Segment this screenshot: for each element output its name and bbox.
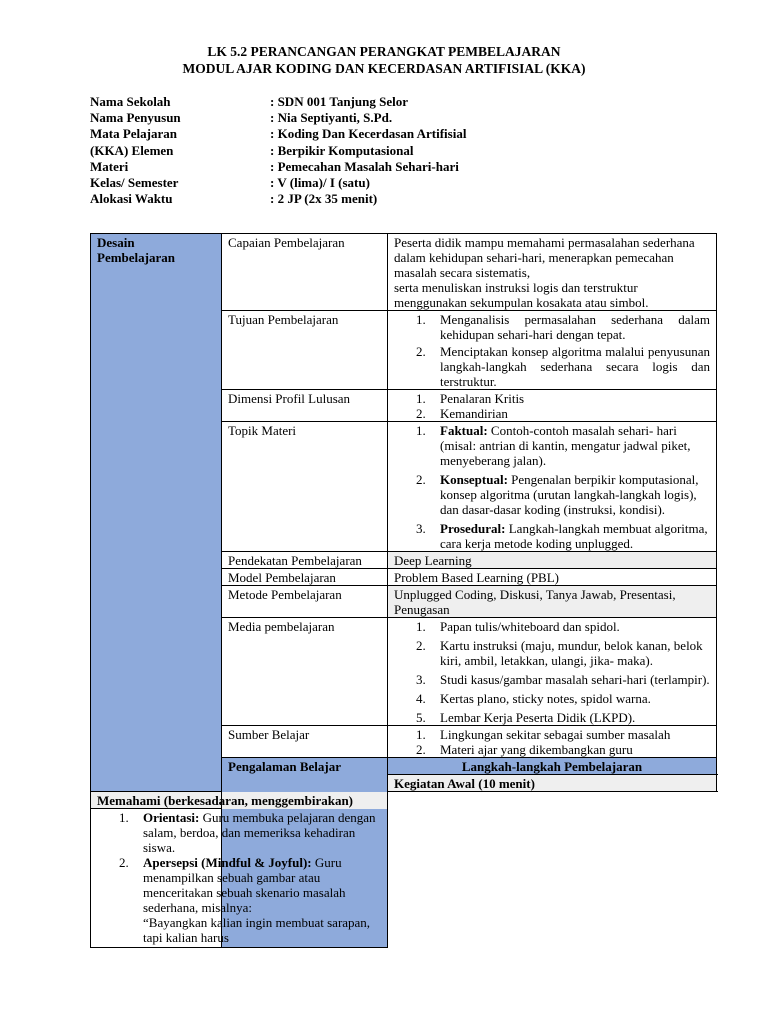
list-item: 1. Lingkungan sekitar sebagai sumber masalah [416, 727, 671, 742]
kegiatan-awal-heading: Kegiatan Awal (10 menit) [388, 775, 717, 792]
identity-label: (KKA) Elemen [90, 142, 174, 158]
capaian-cell [388, 234, 717, 311]
identity-value: : V (lima)/ I (satu) [270, 174, 370, 190]
section-pengalaman-label: Pengalaman Belajar [222, 758, 388, 948]
row-label-dimensi: Dimensi Profil Lulusan [222, 390, 388, 422]
topik-cell [388, 422, 717, 552]
document-title-line1: LK 5.2 PERANCANGAN PERANGKAT PEMBELAJARAN [207, 44, 561, 59]
identity-value: : Pemecahan Masalah Sehari-hari [270, 158, 459, 174]
list-item: 3. Studi kasus/gambar masalah sehari-hari (terlampir). [416, 672, 710, 687]
row-label-model: Model Pembelajaran [222, 569, 388, 586]
row-label-sumber: Sumber Belajar [222, 726, 388, 758]
identity-label: Materi [90, 158, 129, 174]
identity-value: : Nia Septiyanti, S.Pd. [270, 110, 393, 126]
row-label-tujuan: Tujuan Pembelajaran [222, 311, 388, 390]
sumber-cell [388, 726, 717, 758]
identity-label: Mata Pelajaran [90, 126, 178, 142]
list-item: 1. Faktual: Contoh-contoh masalah sehari- hari (misal: antrian di kantin, mengatur jadwal piket, menyeberang jalan). [416, 423, 691, 468]
capaian-text-2: serta menuliskan instruksi logis dan terstruktur menggunakan sekumpulan kosakata atau simbol. [394, 280, 649, 310]
identity-label: Alokasi Waktu [90, 191, 173, 207]
identity-value: : Berpikir Komputasional [270, 142, 414, 158]
dimensi-cell [388, 390, 717, 422]
langkah-heading: Langkah-langkah Pembelajaran [388, 758, 717, 775]
row-label-media: Media pembelajaran [222, 618, 388, 726]
list-item: 2. Menciptakan konsep algoritma malalui penyusunan langkah-langkah sederhana secara logis dan terstruktur. [416, 344, 710, 389]
row-label-pendekatan: Pendekatan Pembelajaran [222, 552, 388, 569]
row-label-topik: Topik Materi [222, 422, 388, 552]
steps-cell [91, 809, 388, 948]
list-item: 2. Materi ajar yang dikembangkan guru [416, 742, 633, 757]
lesson-plan-table [90, 233, 717, 948]
media-cell [388, 618, 717, 726]
list-item: 2. Kartu instruksi (maju, mundur, belok kanan, belok kiri, ambil, letakkan, ulangi, jika- maka). [416, 638, 703, 668]
tujuan-cell [388, 311, 717, 390]
list-item: 4. Kertas plano, sticky notes, spidol warna. [416, 691, 651, 706]
capaian-text: Peserta didik mampu memahami permasalahan sederhana dalam kehidupan sehari-hari, menerapkan pemecahan masalah secara sistematis, [394, 235, 695, 280]
section-desain-label: Desain Pembelajaran [91, 234, 222, 792]
identity-value: : Koding Dan Kecerdasan Artifisial [270, 126, 467, 142]
list-item: 1. Orientasi: Guru membuka pelajaran dengan salam, berdoa, dan memeriksa kehadiran siswa. [119, 810, 376, 855]
list-item: 1. Papan tulis/whiteboard dan spidol. [416, 619, 620, 634]
identity-value: : 2 JP (2x 35 menit) [270, 191, 378, 207]
list-item: 5. Lembar Kerja Peserta Didik (LKPD). [416, 710, 636, 725]
quote-text: “Bayangkan kalian ingin membuat sarapan, tapi kalian harus [143, 915, 371, 945]
identity-value: : SDN 001 Tanjung Selor [270, 94, 408, 109]
metode-value: Unplugged Coding, Diskusi, Tanya Jawab, Presentasi, Penugasan [388, 586, 717, 618]
model-value: Problem Based Learning (PBL) [388, 569, 717, 586]
document-title-line2: MODUL AJAR KODING DAN KECERDASAN ARTIFISIAL (KKA) [182, 61, 586, 76]
list-item: 2. Kemandirian [416, 406, 508, 421]
list-item: 1. Menganalisis permasalahan sederhana dalam kehidupan sehari-hari dengan tepat. [416, 312, 710, 342]
list-item: 2. Apersepsi (Mindful & Joyful): Guru menampilkan sebuah gambar atau menceritakan sebuah skenario masalah sederhana, misalnya: “Bayangkan kalian ingin membuat sarapan, tapi kalian harus [119, 855, 371, 945]
identity-label: Kelas/ Semester [90, 174, 179, 190]
row-label-metode: Metode Pembelajaran [222, 586, 388, 618]
row-label-capaian: Capaian Pembelajaran [222, 234, 388, 311]
identity-label: Nama Penyusun [90, 110, 181, 126]
pendekatan-value: Deep Learning [388, 552, 717, 569]
memahami-heading: Memahami (berkesadaran, menggembirakan) [91, 792, 388, 809]
list-item: 2. Konseptual: Pengenalan berpikir komputasional, konsep algoritma (urutan langkah-langkah logis), dan dasar-dasar koding (instruksi, kondisi). [416, 472, 699, 517]
list-item: 3. Prosedural: Langkah-langkah membuat algoritma, cara kerja metode koding unplugged. [416, 521, 708, 551]
list-item: 1. Penalaran Kritis [416, 391, 525, 406]
identity-label: Nama Sekolah [90, 94, 171, 109]
